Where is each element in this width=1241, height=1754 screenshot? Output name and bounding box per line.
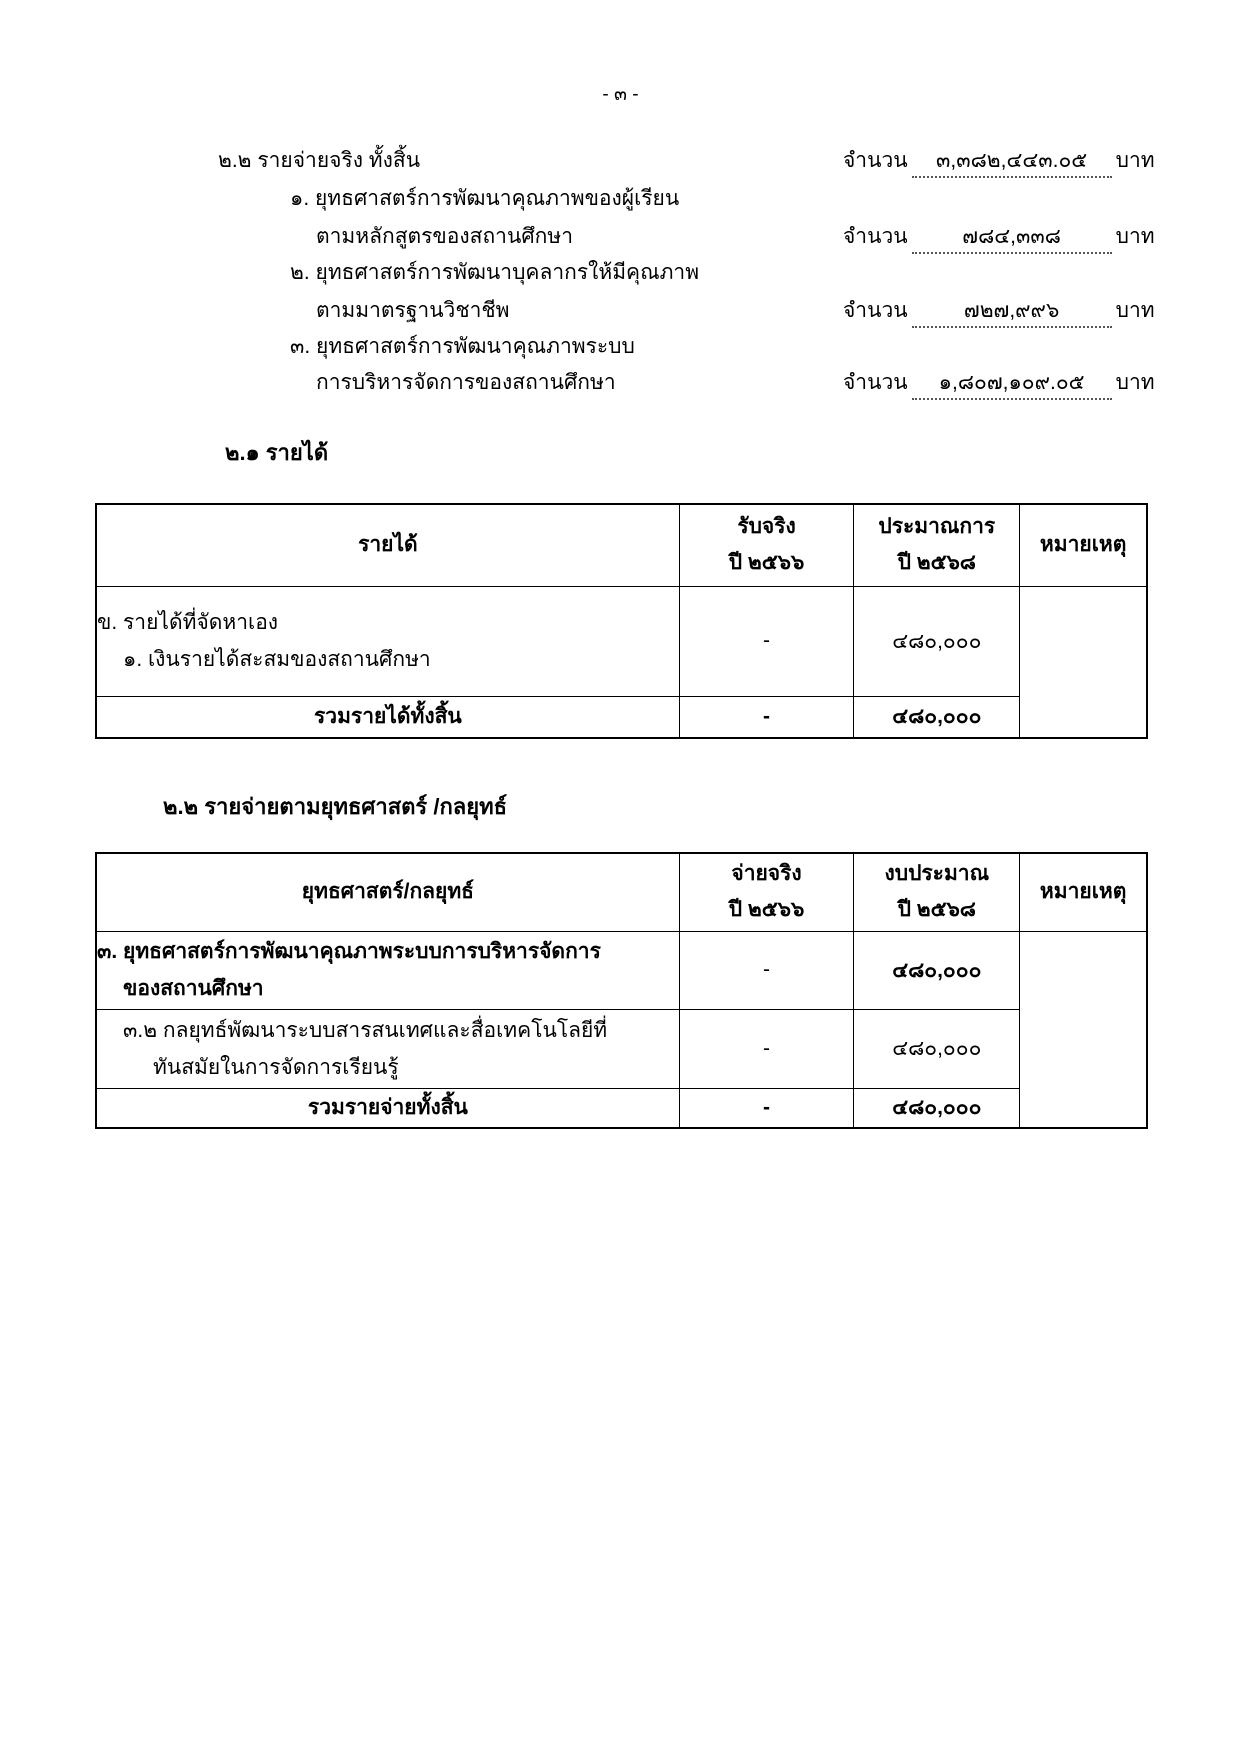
- amount-word: จำนวน: [843, 371, 908, 394]
- expense-summary-total-line: [843, 146, 1155, 178]
- expense-row1-line1: ๓. ยุทธศาสตร์การพัฒนาคุณภาพระบบการบริหารจัดการ: [97, 940, 601, 963]
- income-total-label: รวมรายได้ทั้งสิ้น: [96, 696, 679, 738]
- amount-word: จำนวน: [843, 225, 908, 248]
- expense-row2-line2: ทันสมัยในการจัดการเรียนรู้: [153, 1055, 399, 1079]
- expense-header-budget: งบประมาณ ปี ๒๕๖๘: [854, 853, 1020, 931]
- income-row-note-cell: [1020, 586, 1147, 738]
- income-header-received: รับจริง ปี ๒๕๖๖: [679, 504, 853, 586]
- expense-header-strategy: ยุทธศาสตร์/กลยุทธ์: [96, 853, 679, 931]
- amount-word: จำนวน: [843, 149, 908, 172]
- expense-row1-budget-cell: ๔๘๐,๐๐๐: [854, 931, 1020, 1009]
- expense-item-1-amount-line: [843, 222, 1155, 254]
- income-row-item-label: ๑. เงินรายได้สะสมของสถานศึกษา: [123, 648, 431, 671]
- expense-table-row-tactic32: [96, 1009, 1147, 1088]
- expense-item-3-amount: ๑,๘๐๗,๑๐๙.๐๕: [912, 368, 1112, 400]
- expense-total-budget: ๔๘๐,๐๐๐: [854, 1088, 1020, 1128]
- expense-row1-label-cell: [96, 931, 679, 1009]
- expense-row2-line1: ๓.๒ กลยุทธ์พัฒนาระบบสารสนเทศและสื่อเทคโนโลยีที่: [123, 1018, 608, 1042]
- expense-row1-paid-cell: -: [679, 931, 853, 1009]
- expense-summary-total-amount: ๓,๓๘๒,๔๔๓.๐๕: [912, 146, 1112, 178]
- expense-total-paid: -: [679, 1088, 853, 1128]
- expense-table-header-row: [96, 853, 1147, 931]
- income-table-header-row: [96, 504, 1147, 586]
- expense-item-3-line2: การบริหารจัดการของสถานศึกษา: [316, 371, 616, 394]
- expense-item-2-amount: ๗๒๗,๙๙๖: [912, 296, 1112, 328]
- expense-header-paid: จ่ายจริง ปี ๒๕๖๖: [679, 853, 853, 931]
- currency-word: บาท: [1115, 299, 1155, 322]
- income-row-label-cell: [96, 586, 679, 696]
- expense-item-2-line1: ๒. ยุทธศาสตร์การพัฒนาบุคลากรให้มีคุณภาพ: [290, 261, 700, 284]
- income-header-income: รายได้: [96, 504, 679, 586]
- expense-section-heading: ๒.๒ รายจ่ายตามยุทธศาสตร์ /กลยุทธ์: [163, 794, 508, 819]
- expense-table-total-row: [96, 1088, 1147, 1128]
- expense-note-cell: [1020, 931, 1147, 1128]
- expense-table-row-strategy3: [96, 931, 1147, 1009]
- income-total-estimate: ๔๘๐,๐๐๐: [854, 696, 1020, 738]
- income-table-total-row: [96, 696, 1147, 738]
- expense-row2-budget-cell: ๔๘๐,๐๐๐: [854, 1009, 1020, 1088]
- currency-word: บาท: [1115, 149, 1155, 172]
- expense-item-1-line2: ตามหลักสูตรของสถานศึกษา: [316, 225, 574, 248]
- currency-word: บาท: [1115, 225, 1155, 248]
- page-number: - ๓ -: [602, 84, 639, 105]
- expense-total-label: รวมรายจ่ายทั้งสิ้น: [96, 1088, 679, 1128]
- income-row-estimate-cell: ๔๘๐,๐๐๐: [854, 586, 1020, 696]
- income-table: [95, 503, 1148, 739]
- currency-word: บาท: [1115, 371, 1155, 394]
- income-section-heading: ๒.๑ รายได้: [225, 440, 329, 465]
- expense-row2-label-cell: [96, 1009, 679, 1088]
- expense-summary-title: ๒.๒ รายจ่ายจริง ทั้งสิ้น: [218, 149, 421, 172]
- expense-item-1-amount: ๗๘๔,๓๓๘: [912, 222, 1112, 254]
- expense-item-2-line2: ตามมาตรฐานวิชาชีพ: [316, 299, 510, 322]
- income-table-body-row: [96, 586, 1147, 696]
- income-row-group-label: ข. รายได้ที่จัดหาเอง: [97, 611, 279, 634]
- expense-item-3-line1: ๓. ยุทธศาสตร์การพัฒนาคุณภาพระบบ: [290, 335, 635, 358]
- income-row-received-cell: -: [679, 586, 853, 696]
- expense-row1-line2: ของสถานศึกษา: [123, 977, 264, 1000]
- income-header-note: หมายเหตุ: [1020, 504, 1147, 586]
- expense-table: [95, 852, 1148, 1129]
- expense-item-1-line1: ๑. ยุทธศาสตร์การพัฒนาคุณภาพของผู้เรียน: [290, 187, 680, 210]
- expense-item-3-amount-line: [843, 368, 1155, 400]
- amount-word: จำนวน: [843, 299, 908, 322]
- expense-item-2-amount-line: [843, 296, 1155, 328]
- income-header-estimate: ประมาณการ ปี ๒๕๖๘: [854, 504, 1020, 586]
- expense-row2-paid-cell: -: [679, 1009, 853, 1088]
- income-total-received: -: [679, 696, 853, 738]
- expense-header-note: หมายเหตุ: [1020, 853, 1147, 931]
